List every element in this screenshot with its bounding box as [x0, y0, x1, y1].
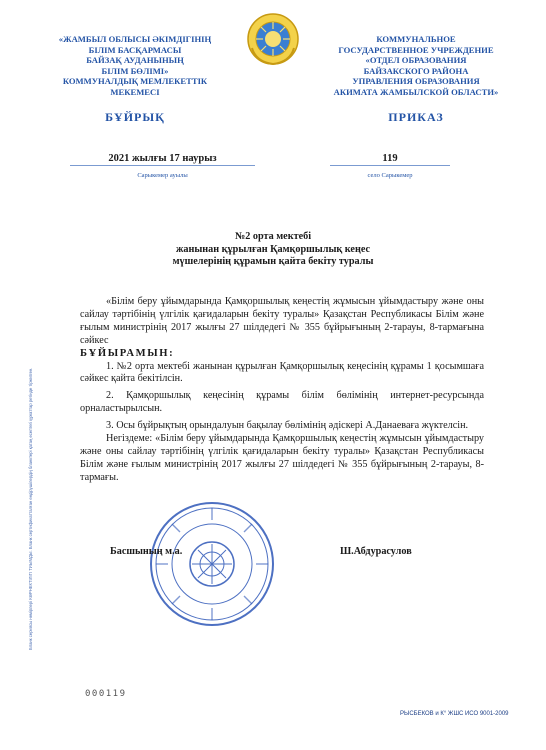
order-item: 1. №2 орта мектебі жанынан құрылған Қамқоршылық кеңесінің құрамы 1 қосымшаға сәйкес қайта бекітілсін.: [80, 360, 484, 385]
title-line: №2 орта мектебі: [234, 231, 312, 242]
basis-paragraph: Негіздеме: «Білім беру ұйымдарында Қамқоршылық кеңестің жұмысын ұйымдастыру және оны сайлау тәртібінің үлгілік қағидаларын бекіту туралы» Қазақстан Республикасы Білім және ғылым министрінің 2017 жылғы 27 шілдедегі № 355 бұйрығының 2-тарауы, 8-тармағы.: [80, 433, 484, 483]
header-right-line: КОММУНАЛЬНОЕ: [376, 34, 456, 44]
header-left-block: [40, 34, 230, 122]
header-left-line: БІЛІМ БӨЛІМІ»: [101, 65, 169, 76]
order-title-ru: ПРИКАЗ: [388, 109, 444, 124]
header-left-line: БІЛІМ БАСҚАРМАСЫ: [88, 44, 182, 55]
decree-word: БҰЙЫРАМЫН:: [80, 347, 175, 359]
state-emblem: [246, 12, 300, 71]
official-seal: [148, 500, 276, 633]
signatory-name: Ш.Абдурасулов: [340, 546, 412, 557]
number-place-label: село Сарыкемер: [367, 172, 413, 179]
document-title: [90, 231, 456, 269]
order-item: 2. Қамқоршылық кеңесінің құрамы білім бөлімінің интернет-ресурсында орналастырылсын.: [80, 390, 484, 415]
header-left-line: МЕКЕМЕСІ: [110, 86, 160, 97]
header-left-line: КОММУНАЛДЫҚ МЕМЛЕКЕТТІК: [62, 76, 208, 87]
blank-side-note: Бланк сериясы нөмірлері КӨРНЕКТІЛІГІ ТИЫМДЫ. Бланк сертификатталған өндірушілердің бланктері қатаң есептегі құжаттар ретінде тіркелген.: [28, 367, 33, 650]
order-title-kz: БҰЙРЫҚ: [105, 109, 165, 124]
header-right-line: БАЙЗАКСКОГО РАЙОНА: [363, 65, 469, 76]
title-line: мүшелерінің құрамын қайта бекіту туралы: [172, 256, 374, 267]
header-right-block: [312, 34, 520, 122]
header-right-line: УПРАВЛЕНИЯ ОБРАЗОВАНИЯ: [352, 76, 480, 87]
blank-serial-number: 000119: [85, 689, 127, 699]
title-line: жанынан құрылған Қамқоршылық кеңес: [176, 243, 370, 255]
header-right-line: АКИМАТА ЖАМБЫЛСКОЙ ОБЛАСТИ»: [333, 86, 499, 97]
header-right-line: ГОСУДАРСТВЕННОЕ УЧРЕЖДЕНИЕ: [338, 44, 494, 55]
order-number: 119: [330, 153, 450, 166]
header-left-line: «ЖАМБЫЛ ОБЛЫСЫ ӘКІМДІГІНІҢ: [58, 34, 212, 44]
printer-brand: РЫСБЕКОВ и К° ЖШС ИСО 9001-2009: [400, 711, 509, 717]
signatory-role: Басшының м.а.: [110, 546, 183, 557]
order-date: 2021 жылғы 17 наурыз: [70, 153, 255, 166]
order-item: 3. Осы бұйрықтың орындалуын бақылау бөлімінің әдіскері А.Данаеваға жүктелсін.: [106, 420, 469, 432]
header-left-line: БАЙЗАҚ АУДАНЫНЫҢ: [86, 55, 184, 66]
header-right-line: «ОТДЕЛ ОБРАЗОВАНИЯ: [365, 55, 467, 66]
document-body: [80, 296, 484, 485]
intro-paragraph: «Білім беру ұйымдарында Қамқоршылық кеңестің жұмысын ұйымдастыру және оны сайлау тәртібінің үлгілік қағидаларын бекіту туралы» Қазақстан Республикасы Білім және ғылым министрінің 2017 жылғы 27 шілдедегі № 355 бұйрығының 2-тарауы, 8-тармағына сәйкес: [80, 296, 484, 346]
date-place-label: Сарыкемер ауылы: [137, 172, 188, 179]
